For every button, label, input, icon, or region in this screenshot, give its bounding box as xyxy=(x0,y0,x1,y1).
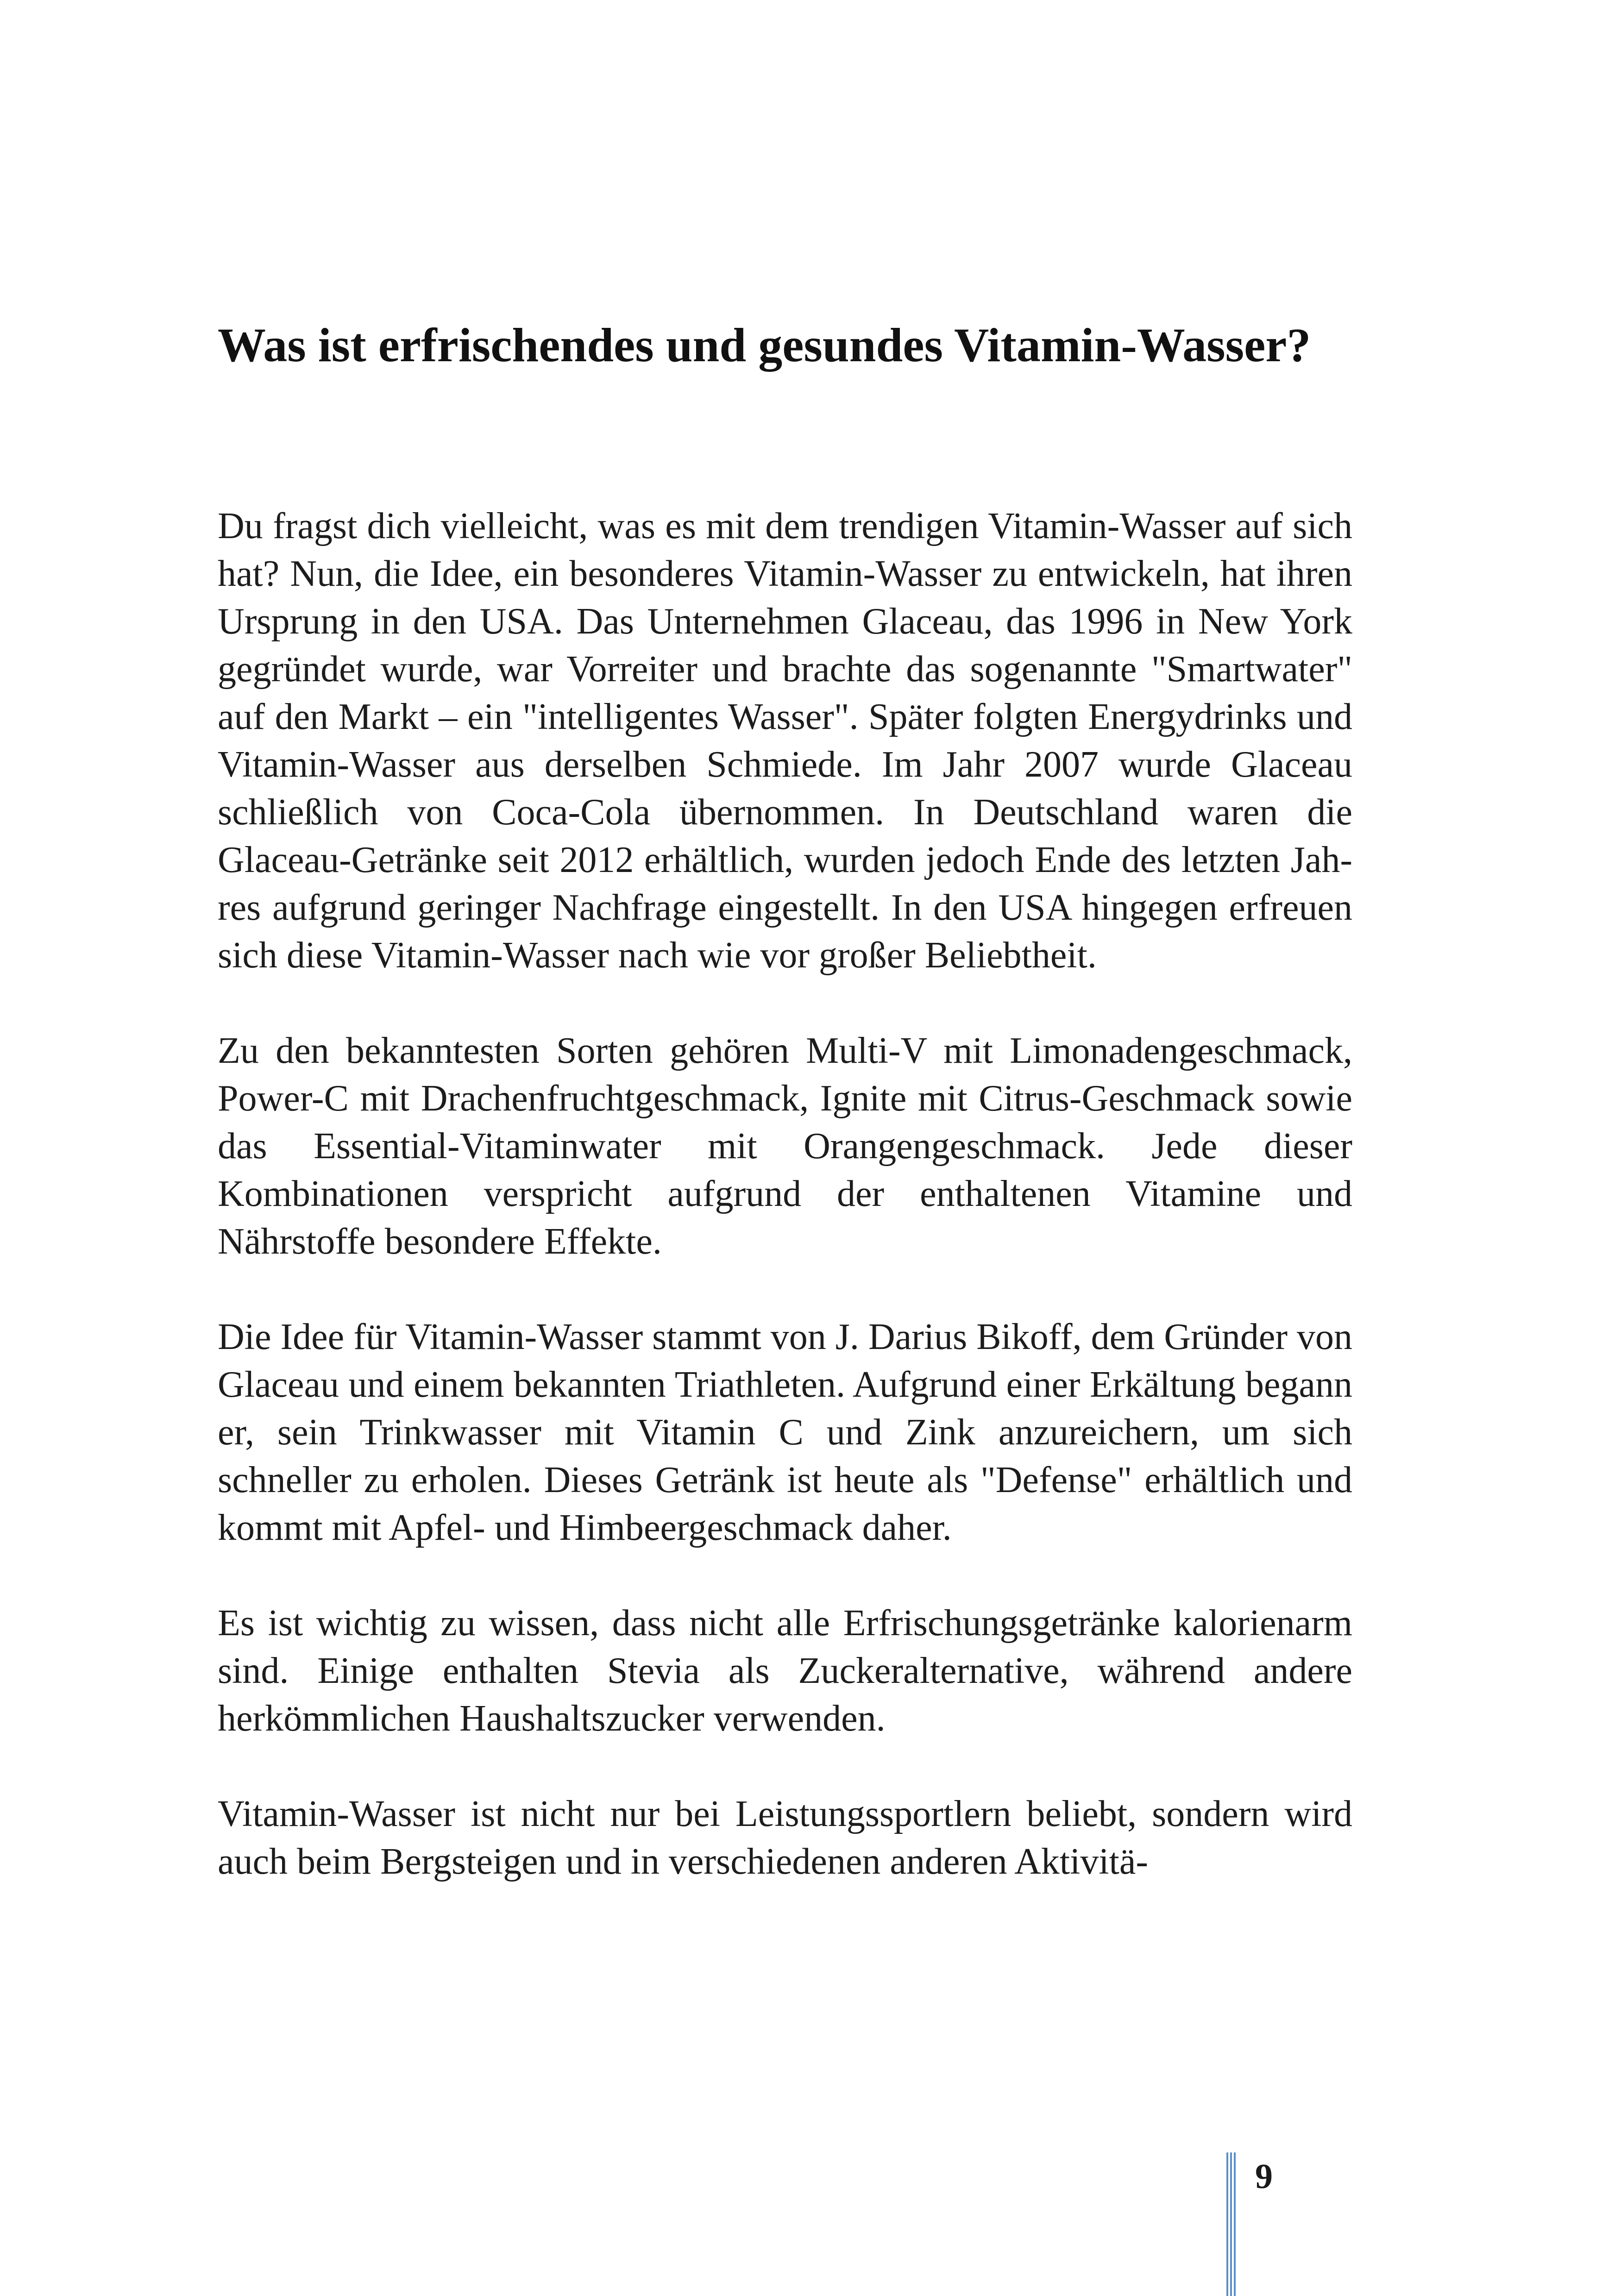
paragraph-1: Du fragst dich vielleicht, was es mit dem trendigen Vitamin-Wasser auf sich hat? Nun, die Idee, ein besonderes Vitamin-Wasser zu entwickeln, hat ihren Ursprung in den USA. Das Unternehmen Glaceau, das 1996 in New York gegründet wurde, war Vorreiter und brachte das sogenannte "Smartwater" auf den Markt – ein "intelligentes Wasser". Später folgten Energydrinks und Vitamin-Wasser aus derselben Schmiede. Im Jahr 2007 wurde Glaceau schließlich von Coca-Cola übernommen. In Deutschland waren die Glaceau-Getränke seit 2012 erhältlich, wurden jedoch Ende des letzten Jahres aufgrund geringer Nachfrage eingestellt. In den USA hingegen erfreuen sich diese Vitamin-Wasser nach wie vor großer Beliebtheit. xyxy=(218,506,1352,976)
footer-rule-line-2 xyxy=(1230,2152,1232,2296)
footer-rule xyxy=(1226,2152,1236,2296)
paragraph-2: Zu den bekanntesten Sorten gehören Multi-V mit Limonadengeschmack, Power-C mit Drachenfruchtgeschmack, Ignite mit Citrus-Geschmack sowie das Essential-Vitaminwater mit Orangengeschmack. Jede dieser Kombinationen verspricht aufgrund der enthaltenen Vitamine und Nährstoffe besondere Effekte. xyxy=(218,1030,1352,1262)
footer-rule-line-3 xyxy=(1234,2152,1236,2296)
paragraph-5: Vitamin-Wasser ist nicht nur bei Leistungssportlern beliebt, sondern wird auch beim Bergsteigen und in verschiedenen anderen Aktivitä- xyxy=(218,1794,1352,1882)
chapter-heading: Was ist erfrischendes und gesundes Vitamin-Wasser? xyxy=(218,319,1311,372)
paragraph-4: Es ist wichtig zu wissen, dass nicht alle Erfrischungsgetränke kalorienarm sind. Einige enthalten Stevia als Zuckeralternative, während andere herkömmlichen Haushaltszucker verwenden. xyxy=(218,1603,1352,1739)
page-number: 9 xyxy=(1255,2157,1273,2196)
body-text xyxy=(218,502,1352,1933)
paragraph-3: Die Idee für Vitamin-Wasser stammt von J. Darius Bikoff, dem Gründer von Glaceau und einem bekannten Triathleten. Aufgrund einer Erkältung begann er, sein Trinkwasser mit Vitamin C und Zink anzureichern, um sich schneller zu erholen. Dieses Getränk ist heute als "Defense" erhältlich und kommt mit Apfel- und Himbeergeschmack daher. xyxy=(218,1317,1352,1548)
footer-rule-line-1 xyxy=(1226,2152,1228,2296)
